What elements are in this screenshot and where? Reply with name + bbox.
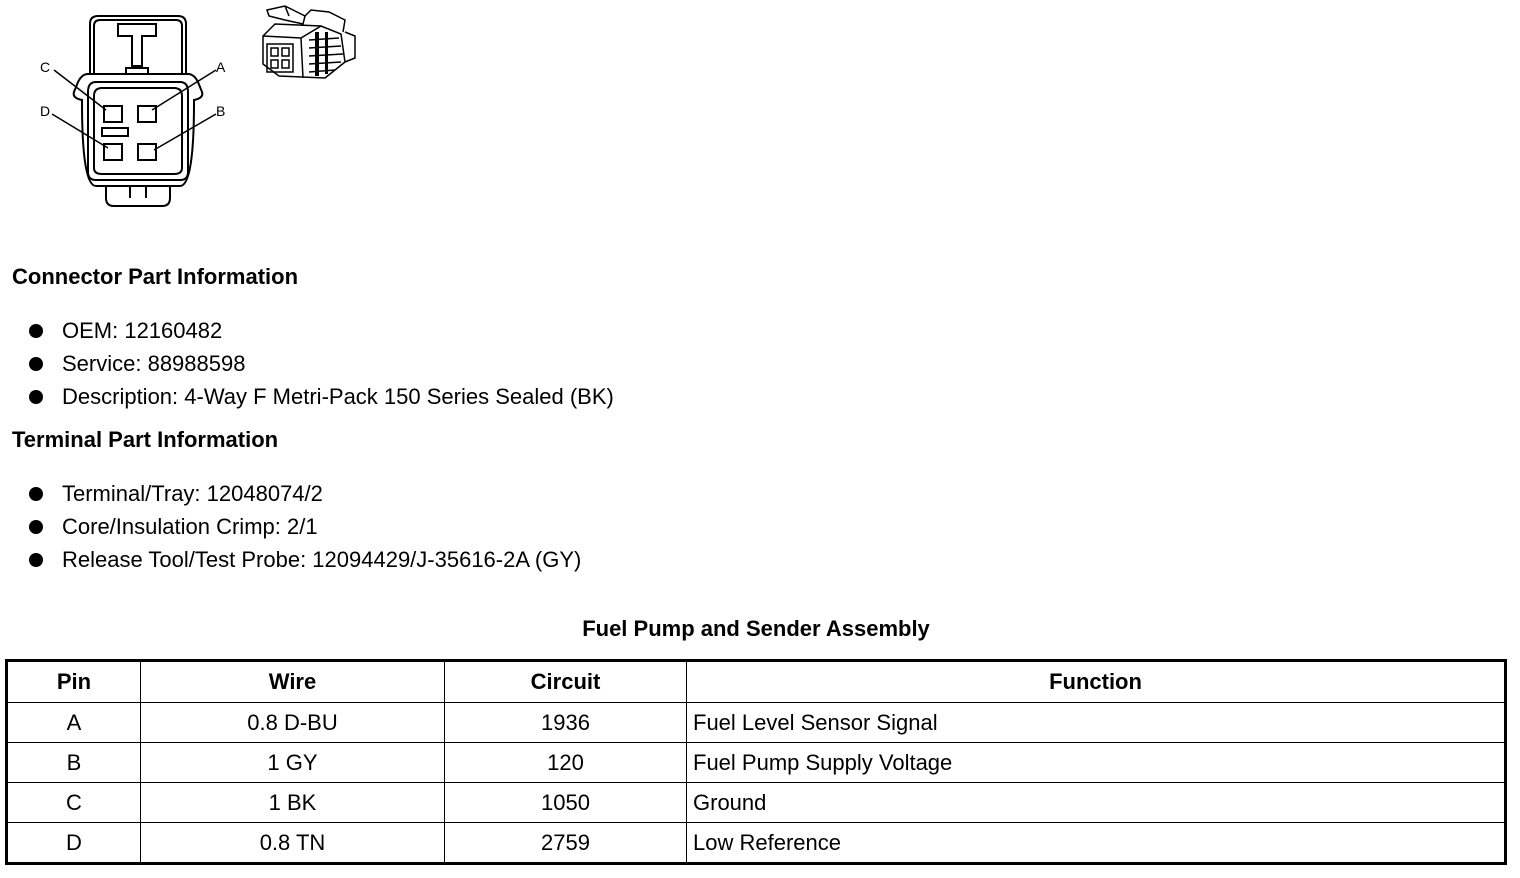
cell-wire: 1 GY [141,743,445,783]
terminal-part-info-list [0,481,581,580]
list-item: Service: 88988598 [0,351,614,384]
cell-wire: 0.8 D-BU [141,703,445,743]
table-row [7,783,1506,823]
bullet-icon [29,324,43,338]
terminal-part-info-heading: Terminal Part Information [12,427,279,452]
header-wire: Wire [141,661,445,703]
table-title: Fuel Pump and Sender Assembly [582,616,930,641]
cell-function: Ground [687,783,1506,823]
list-item: Release Tool/Test Probe: 12094429/J-35616-2A (GY) [0,547,581,580]
list-item: OEM: 12160482 [0,318,614,351]
bullet-icon [29,487,43,501]
cell-function: Fuel Level Sensor Signal [687,703,1506,743]
connector-face-diagram [30,2,260,212]
pin-label-a: A [216,59,226,75]
cell-function: Low Reference [687,823,1506,864]
list-item: Terminal/Tray: 12048074/2 [0,481,581,514]
bullet-icon [29,357,43,371]
list-item: Description: 4-Way F Metri-Pack 150 Series Sealed (BK) [0,384,614,417]
cell-pin: C [7,783,141,823]
table-header-row [7,661,1506,703]
cell-circuit: 1050 [445,783,687,823]
header-pin: Pin [7,661,141,703]
cell-wire: 0.8 TN [141,823,445,864]
list-item: Core/Insulation Crimp: 2/1 [0,514,581,547]
pin-label-b: B [216,103,226,119]
table-row [7,823,1506,864]
cell-wire: 1 BK [141,783,445,823]
connector-part-info-heading: Connector Part Information [12,264,299,289]
header-circuit: Circuit [445,661,687,703]
cell-circuit: 2759 [445,823,687,864]
bullet-icon [29,520,43,534]
connector-part-info-list [0,318,614,417]
pinout-table [5,659,1507,865]
cell-function: Fuel Pump Supply Voltage [687,743,1506,783]
pin-label-c: C [40,59,51,75]
header-function: Function [687,661,1506,703]
bullet-icon [29,553,43,567]
cell-circuit: 1936 [445,703,687,743]
cell-circuit: 120 [445,743,687,783]
cell-pin: A [7,703,141,743]
connector-photo-illustration [255,2,360,84]
cell-pin: D [7,823,141,864]
bullet-icon [29,390,43,404]
table-row [7,703,1506,743]
pin-label-d: D [40,103,51,119]
table-row [7,743,1506,783]
cell-pin: B [7,743,141,783]
